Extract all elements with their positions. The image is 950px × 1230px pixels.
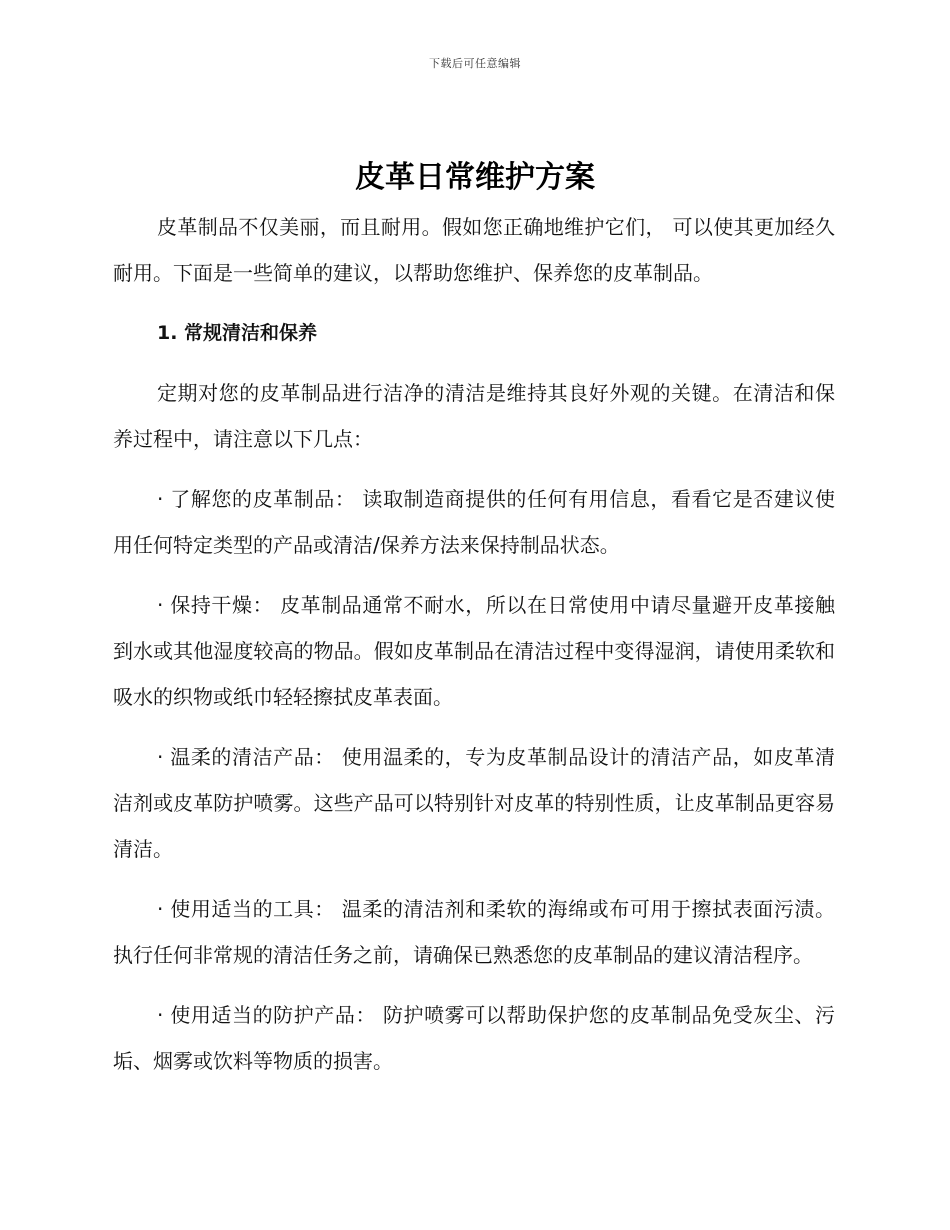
header-note: 下载后可任意编辑 bbox=[429, 57, 521, 70]
list-item: · 温柔的清洁产品： 使用温柔的，专为皮革制品设计的清洁产品，如皮革清洁剂或皮革防护喷雾。这些产品可以特别针对皮革的特别性质，让皮革制品更容易清洁。 bbox=[113, 745, 835, 861]
section-heading: 1. 常规清洁和保养 bbox=[157, 322, 318, 344]
list-item: · 使用适当的防护产品： 防护喷雾可以帮助保护您的皮革制品免受灰尘、污垢、烟雾或饮料等物质的损害。 bbox=[113, 1003, 835, 1073]
document-title: 皮革日常维护方案 bbox=[355, 160, 595, 195]
list-item: · 保持干燥： 皮革制品通常不耐水，所以在日常使用中请尽量避开皮革接触到水或其他湿度较高的物品。假如皮革制品在清洁过程中变得湿润，请使用柔软和吸水的织物或纸巾轻轻擦拭皮革表面。 bbox=[113, 593, 835, 709]
list-item: · 了解您的皮革制品： 读取制造商提供的任何有用信息，看看它是否建议使用任何特定类型的产品或清洁/保养方法来保持制品状态。 bbox=[113, 487, 835, 557]
document-body bbox=[113, 204, 835, 1098]
section-lead-paragraph: 定期对您的皮革制品进行洁净的清洁是维持其良好外观的关键。在清洁和保养过程中，请注意以下几点： bbox=[113, 381, 835, 451]
list-item: · 使用适当的工具： 温柔的清洁剂和柔软的海绵或布可用于擦拭表面污渍。执行任何非常规的清洁任务之前，请确保已熟悉您的皮革制品的建议清洁程序。 bbox=[113, 897, 835, 967]
intro-paragraph: 皮革制品不仅美丽，而且耐用。假如您正确地维护它们， 可以使其更加经久耐用。下面是一些简单的建议，以帮助您维护、保养您的皮革制品。 bbox=[113, 215, 835, 285]
